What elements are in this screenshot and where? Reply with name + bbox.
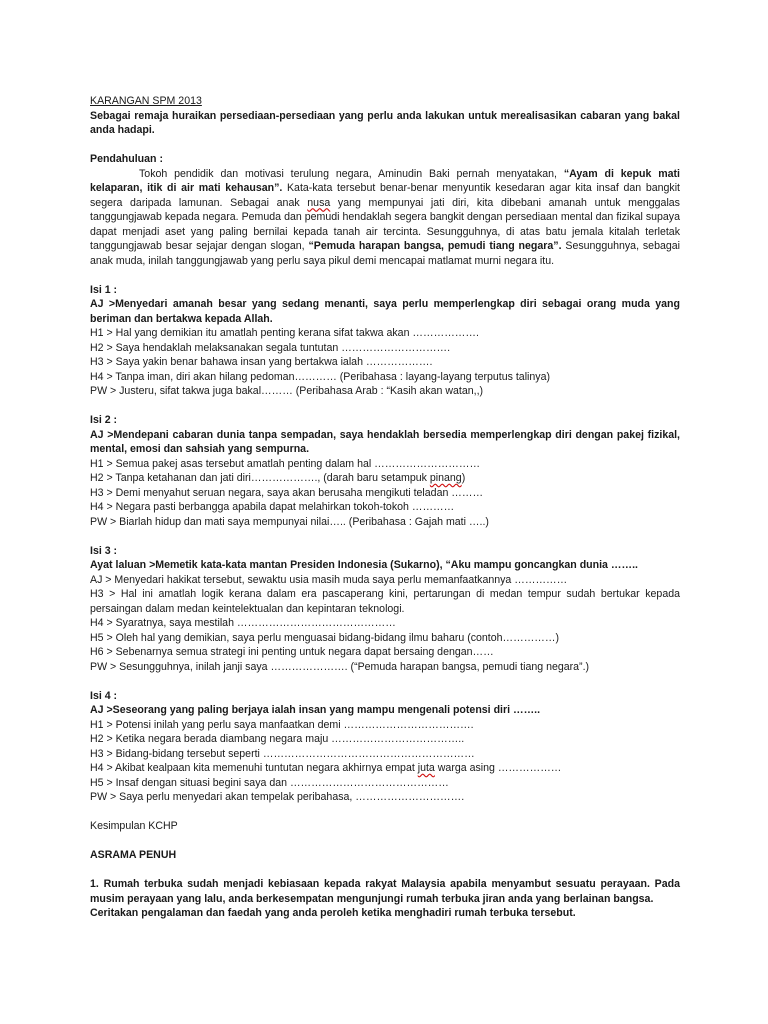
isi3-h6: H6 > Sebenarnya semua strategi ini penting untuk negara dapat bersaing dengan…… (90, 646, 494, 658)
kesimpulan-heading: Kesimpulan KCHP (90, 820, 178, 832)
isi1-h2: H2 > Saya hendaklah melaksanakan segala tuntutan …………………………. (90, 341, 451, 354)
isi4-h4: H4 > Akibat kealpaan kita memenuhi tuntutan negara akhirnya empat juta warga asing ……………… (90, 762, 562, 774)
isi1-pw: PW > Justeru, sifat takwa juga bakal……… (Peribahasa Arab : “Kasih akan watan,,) (90, 385, 484, 397)
isi1-heading: Isi 1 : (90, 283, 118, 296)
isi3-aj: AJ > Menyedari hakikat tersebut, sewaktu usia masih muda saya perlu memanfaatkannya …………… (90, 573, 568, 586)
isi2-h4: H4 > Negara pasti berbangga apabila dapat melahirkan tokoh-tokoh ………… (90, 501, 455, 513)
isi4-h2: H2 > Ketika negara berada diambang negara maju ……………………………….. (90, 733, 465, 745)
isi2-h2: H2 > Tanpa ketahanan dan jati diri………………., (darah baru setampuk pinang) (90, 472, 466, 484)
isi1-h4: H4 > Tanpa iman, diri akan hilang pedoman………… (Peribahasa : layang-layang terputus talinya) (90, 370, 551, 383)
essay-question: Sebagai remaja huraikan persediaan-persediaan yang perlu anda lakukan untuk merealisasikan cabaran yang bakal anda hadapi. (90, 109, 680, 136)
isi3-pw: PW > Sesungguhnya, inilah janji saya …………………. (“Pemuda harapan bangsa, pemudi tiang negara”.) (90, 660, 590, 673)
isi1-h1: H1 > Hal yang demikian itu amatlah penting kerana sifat takwa akan ………………. (90, 327, 479, 339)
isi3-h5: H5 > Oleh hal yang demikian, saya perlu menguasai bidang-bidang ilmu baharu (contoh……………) (90, 631, 560, 644)
isi4-h5: H5 > Insaf dengan situasi begini saya dan ……………………………………… (90, 776, 449, 789)
spellcheck-word-juta: juta (417, 762, 435, 774)
quote-aminudin: “Ayam di kepuk mati kelaparan, itik di air mati kehausan”. (90, 167, 680, 194)
intro-heading: Pendahuluan : (90, 153, 163, 165)
document-title: KARANGAN SPM 2013 (90, 95, 202, 107)
isi4-h3: H3 > Bidang-bidang tersebut seperti …………………………………………………… (90, 747, 475, 760)
spellcheck-word-pinang: pinang (429, 472, 462, 484)
isi2-h3: H3 > Demi menyahut seruan negara, saya akan berusaha mengikuti teladan ……… (90, 486, 484, 499)
isi1-aj: AJ >Menyedari amanah besar yang sedang menanti, saya perlu memperlengkap diri sebagai orang muda yang beriman dan bertakwa kepada Allah. (90, 298, 680, 325)
isi2-aj: AJ >Mendepani cabaran dunia tanpa sempadan, saya hendaklah bersedia memperlengkap diri dengan pakej fizikal, mental, emosi dan sahsiah yang sempurna. (90, 428, 680, 455)
isi1-h3: H3 > Saya yakin benar bahawa insan yang bertakwa ialah ………………. (90, 356, 433, 368)
intro-paragraph: Tokoh pendidik dan motivasi terulung negara, Aminudin Baki pernah menyatakan, “Ayam di kepuk mati kelaparan, itik di air mati kehausan”. Kata-kata tersebut benar-benar menyuntik kesedaran agar kita insaf dan bangkit segera daripada lamunan. Sebagai anak nusa yang mempunyai jati diri, kita dibebani amanah untuk menggalas tanggungjawab kepada negara. Pemuda dan pemudi hendaklah segera bangkit dengan persediaan mental dan fizikal supaya dapat menjadi aset yang paling bernilai kepada tanah air tercinta. Sesungguhnya, di atas batu jemala kitalah terletak tanggungjawab besar sejajar dengan slogan, “Pemuda harapan bangsa, pemudi tiang negara”. Sesungguhnya, sebagai anak muda, inilah tanggungjawab yang perlu saya pikul demi mencapai matlamat murni negara itu. (90, 167, 680, 267)
isi2-pw: PW > Biarlah hidup dan mati saya mempunyai nilai….. (Peribahasa : Gajah mati …..) (90, 515, 489, 528)
asrama-penuh-heading: ASRAMA PENUH (90, 849, 177, 861)
isi3-heading: Isi 3 : (90, 544, 118, 557)
isi4-pw: PW > Saya perlu menyedari akan tempelak peribahasa, …………………………. (90, 791, 465, 803)
isi2-h1: H1 > Semua pakej asas tersebut amatlah penting dalam hal ………………………… (90, 457, 481, 470)
isi3-h3: H3 > Hal ini amatlah logik kerana dalam era pascaperang kini, pertarungan di medan tempur sudah bertukar kepada persaingan dalam medan keintelektualan dan kepintaran teknologi. (90, 588, 680, 615)
question-1: 1. Rumah terbuka sudah menjadi kebiasaan kepada rakyat Malaysia apabila menyambut sesuatu perayaan. Pada musim perayaan yang lalu, anda berkesempatan mengunjungi rumah terbuka jiran anda yang berlainan bangsa. (90, 878, 680, 905)
isi3-h4: H4 > Syaratnya, saya mestilah ……………………………………… (90, 617, 396, 629)
spellcheck-word-nusa: nusa (307, 196, 331, 209)
isi4-h1: H1 > Potensi inilah yang perlu saya manfaatkan demi ………………………………. (90, 718, 474, 731)
quote-slogan: “Pemuda harapan bangsa, pemudi tiang negara”. (308, 240, 562, 252)
isi3-ayat-laluan: Ayat laluan >Memetik kata-kata mantan Presiden Indonesia (Sukarno), “Aku mampu goncangkan dunia …….. (90, 559, 638, 571)
isi4-heading: Isi 4 : (90, 689, 118, 702)
isi4-aj: AJ >Seseorang yang paling berjaya ialah insan yang mampu mengenali potensi diri …….. (90, 704, 541, 716)
question-1-task: Ceritakan pengalaman dan faedah yang anda peroleh ketika menghadiri rumah terbuka tersebut. (90, 907, 576, 919)
isi2-heading: Isi 2 : (90, 414, 118, 426)
